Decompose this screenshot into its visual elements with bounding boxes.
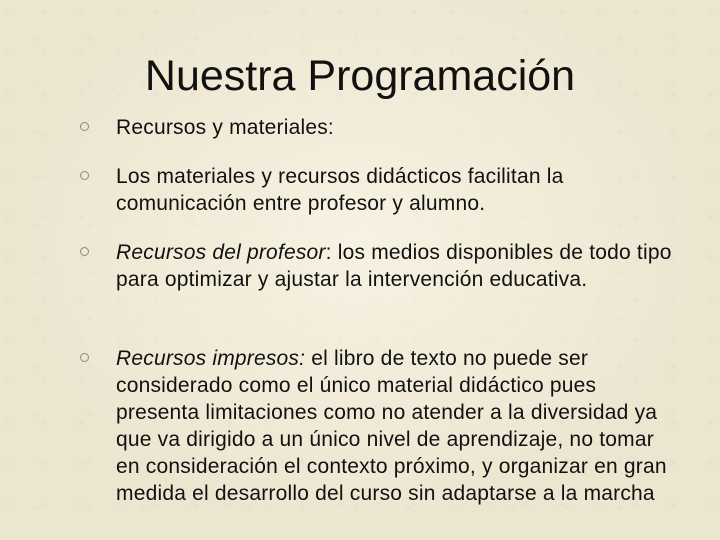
slide-title-text: Nuestra Programación xyxy=(144,52,576,100)
bullet-text: Recursos y materiales: xyxy=(116,116,334,139)
bullet-text: el libro de texto no puede ser considerado como el único material didáctico pues presenta limitaciones como no atender a la diversidad ya que va dirigido a un único nivel de aprendizaje, no tomar en consideración el contexto próximo, y organizar en gran medida el desarrollo del curso sin adaptarse a la marcha xyxy=(116,347,667,505)
bullet-circle-icon xyxy=(80,247,89,256)
bullet-circle-icon xyxy=(80,171,89,180)
bullet-item-materiales-recursos xyxy=(116,163,676,217)
bullet-emphasis: Recursos impresos: xyxy=(116,347,306,370)
bullet-text: : los medios disponibles de todo tipo para optimizar y ajustar la intervención educativa. xyxy=(116,241,672,291)
bullet-item-recursos-materiales xyxy=(116,114,676,141)
bullet-item-recursos-impresos xyxy=(116,345,676,507)
bullet-text: Los materiales y recursos didácticos facilitan la comunicación entre profesor y alumno. xyxy=(116,165,564,215)
bullet-circle-icon xyxy=(80,353,89,362)
bullet-emphasis: Recursos del profesor xyxy=(116,241,326,264)
bullet-item-recursos-profesor xyxy=(116,239,676,293)
bullet-circle-icon xyxy=(80,122,89,131)
